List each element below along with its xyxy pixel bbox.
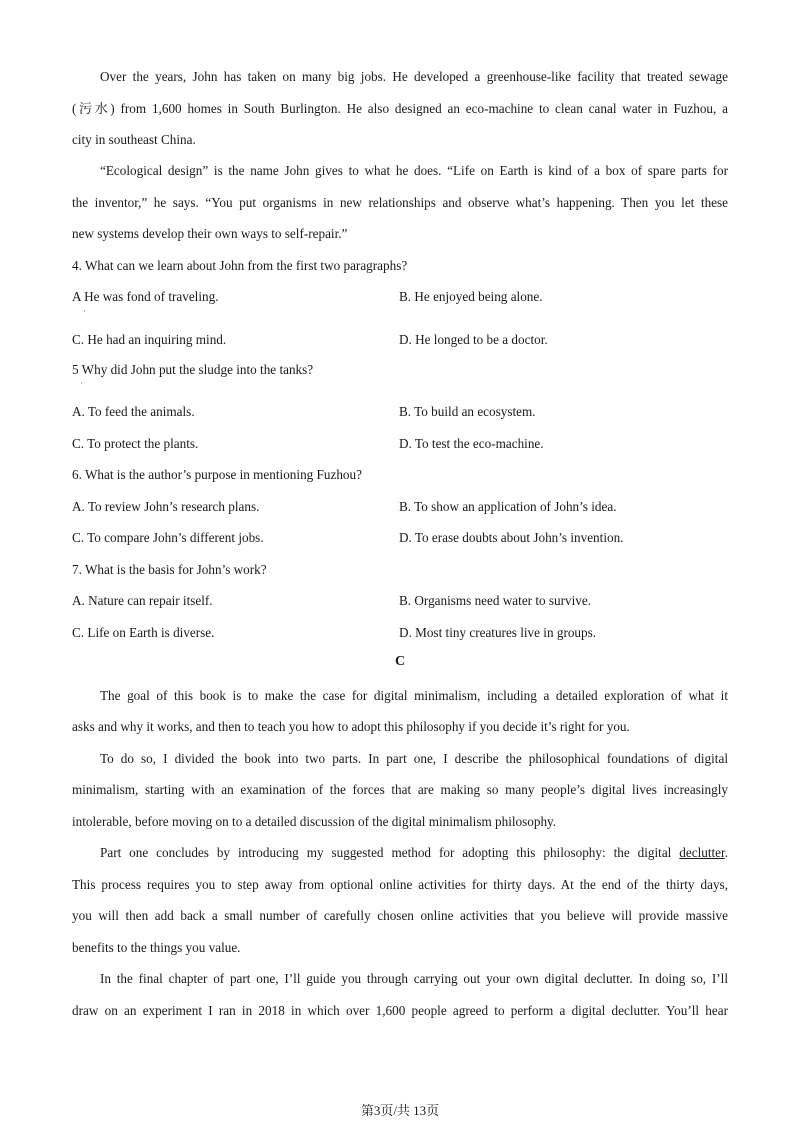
passage-b-p2-line3: new systems develop their own ways to self-repair.” [72,226,348,241]
section-c-p2-line2: minimalism, starting with an examination of the forces that are making so many people’s digital lives increasingly [72,782,728,797]
question-5-option-d: D. To test the eco-machine. [399,436,544,451]
question-7-option-b: B. Organisms need water to survive. [399,593,592,608]
section-c-p3-period: . [724,845,728,860]
question-6-option-d: D. To erase doubts about John’s invention. [399,530,624,545]
question-4-option-c: C. He had an inquiring mind. [72,332,227,347]
section-c-p3-line3: you will then add back a small number of carefully chosen online activities that you believe will provide massive [72,908,728,923]
question-6-option-c: C. To compare John’s different jobs. [72,530,264,545]
question-7-option-c: C. Life on Earth is diverse. [72,625,215,640]
question-6-stem: 6. What is the author’s purpose in mentioning Fuzhou? [72,467,362,482]
question-5-option-c: C. To protect the plants. [72,436,199,451]
underlined-word-declutter: declutter [679,845,725,860]
question-7-option-d: D. Most tiny creatures live in groups. [399,625,597,640]
section-c-p4-line1: In the final chapter of part one, I’ll guide you through carrying out your own digital declutter. In doing so, I’ll [100,971,728,986]
question-6-option-a: A. To review John’s research plans. [72,499,260,514]
passage-b-p1-line3: city in southeast China. [72,132,196,147]
passage-b-p2-line1: “Ecological design” is the name John gives to what he does. “Life on Earth is kind of a box of spare parts for [100,163,728,178]
question-4-option-b: B. He enjoyed being alone. [399,289,543,304]
section-c-p1-line2: asks and why it works, and then to teach you how to adopt this philosophy if you decide it’s right for you. [72,719,630,734]
passage-b-p2-line2: the inventor,” he says. “You put organisms in new relationships and observe what’s happening. Then you let these [72,195,728,210]
question-5-stem: 5 Why did John put the sludge into the tanks? [72,362,314,377]
page-number-footer: 第3页/共 13页 [360,1103,440,1118]
question-4-option-a: A He was fond of traveling. [72,289,219,304]
section-c-p3-line1 [100,844,728,862]
question-4-stem: 4. What can we learn about John from the first two paragraphs? [72,258,408,273]
passage-b-p1-line2: (污水) from 1,600 homes in South Burlington. He also designed an eco-machine to clean canal water in Fuzhou, a [72,101,728,116]
question-7-stem: 7. What is the basis for John’s work? [72,562,267,577]
section-c-p3-line4: benefits to the things you value. [72,940,241,955]
section-c-p1-line1: The goal of this book is to make the case for digital minimalism, including a detailed exploration of what it [100,688,728,703]
question-7-option-a: A. Nature can repair itself. [72,593,213,608]
scan-dot-mark: · [80,378,83,388]
question-4-option-d: D. He longed to be a doctor. [399,332,548,347]
section-c-p4-line2: draw on an experiment I ran in 2018 in which over 1,600 people agreed to perform a digital declutter. You’ll hear [72,1003,728,1018]
question-5-option-a: A. To feed the animals. [72,404,195,419]
passage-b-p1-line1: Over the years, John has taken on many big jobs. He developed a greenhouse-like facility that treated sewage [100,69,728,84]
section-c-p2-line1: To do so, I divided the book into two parts. In part one, I describe the philosophical foundations of digital [100,751,728,766]
section-c-p3-line2: This process requires you to step away from optional online activities for thirty days. At the end of the thirty days, [72,877,728,892]
question-6-option-b: B. To show an application of John’s idea. [399,499,617,514]
question-5-option-b: B. To build an ecosystem. [399,404,536,419]
section-c-p3-text: Part one concludes by introducing my suggested method for adopting this philosophy: the digital [100,845,680,860]
section-c-p2-line3: intolerable, before moving on to a detailed discussion of the digital minimalism philosophy. [72,814,557,829]
section-c-heading: C [394,654,406,669]
scan-dot-mark: · [83,306,86,316]
